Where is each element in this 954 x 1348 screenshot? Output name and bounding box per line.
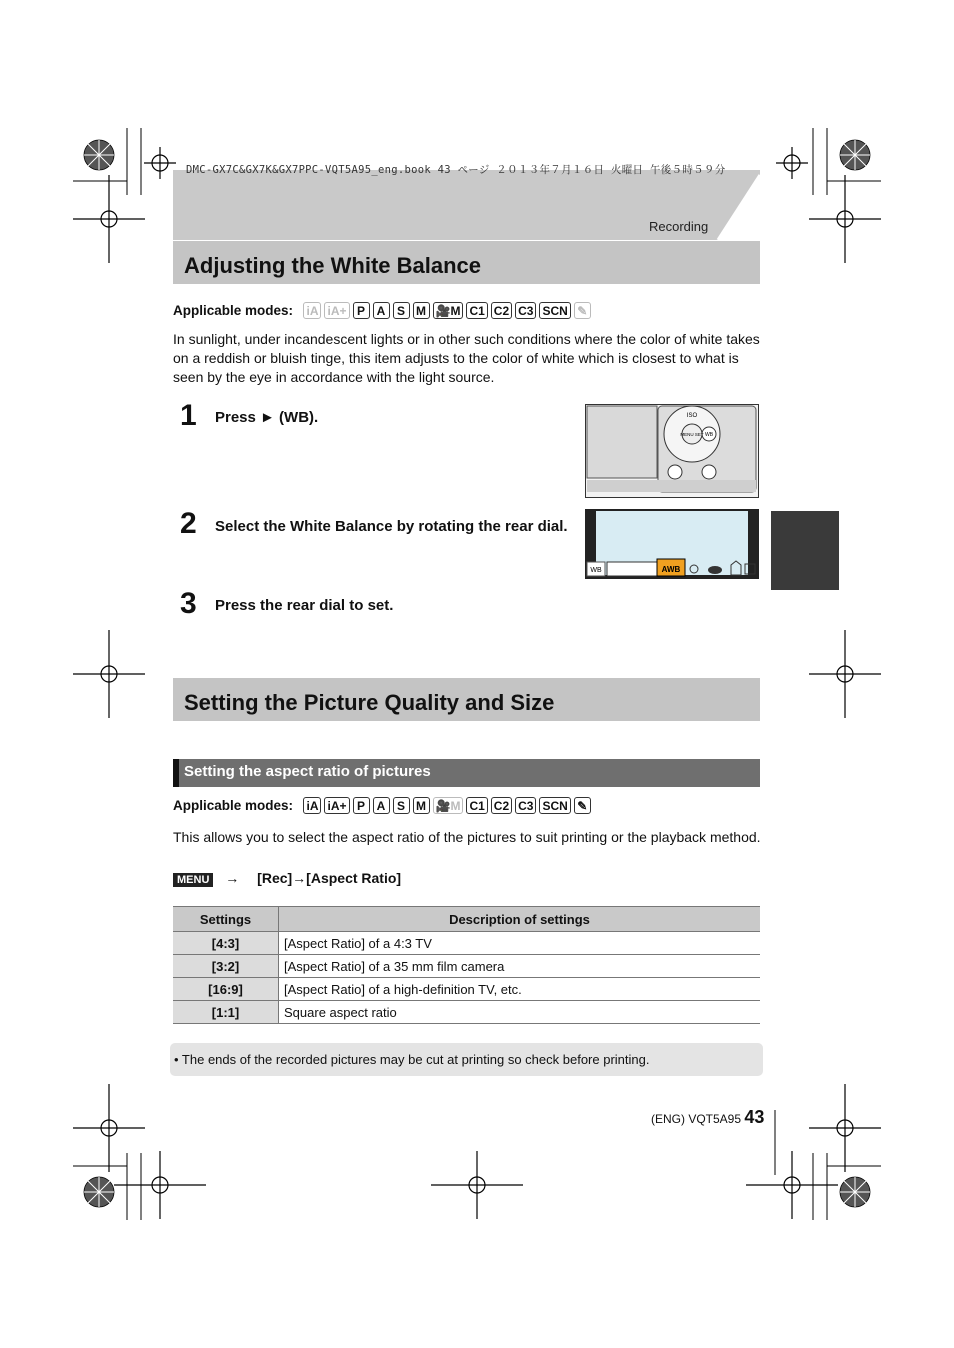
step-text: Select the White Balance by rotating the rear dial. — [215, 518, 568, 535]
wb-intro-text: In sunlight, under incandescent lights or in other such conditions where the color of white takes on a reddish or bluish tinge, this item adjusts to the color of white which is closest to what is seen by the eye in accordance with the light source. — [173, 331, 760, 385]
description-cell: [Aspect Ratio] of a high-definition TV, etc. — [279, 978, 761, 1001]
mode-icon: 🎥M — [433, 302, 464, 319]
aspect-settings-table — [173, 906, 760, 1024]
wb-screen-illustration — [585, 509, 759, 579]
setting-cell: [16:9] — [173, 978, 279, 1001]
mode-icon: C1 — [466, 797, 487, 814]
mode-icon: C1 — [466, 302, 487, 319]
table-row — [173, 1001, 760, 1024]
page-footer — [651, 1107, 764, 1128]
mode-icon: C3 — [515, 797, 536, 814]
footer-code: (ENG) VQT5A95 — [651, 1112, 742, 1126]
subtitle-aspect-ratio: Setting the aspect ratio of pictures — [184, 763, 431, 780]
step-number: 3 — [180, 587, 197, 620]
table-row — [173, 932, 760, 955]
chapter-tab — [771, 511, 839, 590]
camera-back-illustration — [585, 404, 759, 498]
setting-cell: [4:3] — [173, 932, 279, 955]
modes-label: Applicable modes: — [173, 798, 294, 813]
mode-icon: M — [413, 302, 430, 319]
table-header-description: Description of settings — [279, 907, 761, 932]
step-text: Press ► (WB). — [215, 409, 319, 426]
page-number: 43 — [744, 1107, 765, 1127]
table-header-settings: Settings — [173, 907, 279, 932]
applicable-modes-2 — [173, 797, 594, 815]
mode-icon: iA — [303, 302, 321, 319]
print-book-line: DMC-GX7C&GX7K&GX7PPC-VQT5A95_eng.book 43 ページ ２０１３年７月１６日 火曜日 午後５時５９分 — [186, 164, 726, 176]
aspect-intro-text: This allows you to select the aspect ratio of the pictures to suit printing or the playback method. — [173, 829, 761, 845]
iso-label: ISO — [686, 413, 698, 419]
mode-icon: iA — [303, 797, 321, 814]
setting-cell: [1:1] — [173, 1001, 279, 1024]
mode-icon: SCN — [539, 797, 570, 814]
description-cell: Square aspect ratio — [279, 1001, 761, 1024]
menu-tag: MENU — [173, 873, 213, 887]
menu-path — [173, 870, 401, 887]
table-row — [173, 955, 760, 978]
page-title-picture-quality: Setting the Picture Quality and Size — [184, 690, 555, 715]
description-cell: [Aspect Ratio] of a 35 mm film camera — [279, 955, 761, 978]
menu-path-text: [Rec]→[Aspect Ratio] — [257, 870, 402, 886]
step-number: 2 — [180, 507, 197, 540]
wb-button-label: WB — [704, 432, 714, 438]
step-number: 1 — [180, 399, 197, 432]
mode-icon: P — [353, 797, 370, 814]
mode-icon: C2 — [491, 797, 512, 814]
mode-icon: M — [413, 797, 430, 814]
mode-icon: 🎥M — [433, 797, 464, 814]
mode-icon: A — [373, 302, 390, 319]
mode-icon: C3 — [515, 302, 536, 319]
mode-icon: SCN — [539, 302, 570, 319]
mode-icon: S — [393, 797, 410, 814]
mode-icon: A — [373, 797, 390, 814]
modes-label: Applicable modes: — [173, 303, 294, 318]
note-text: • The ends of the recorded pictures may be cut at printing so check before printing. — [174, 1052, 650, 1067]
applicable-modes-1 — [173, 302, 594, 320]
arrow-icon: → — [225, 870, 240, 886]
awb-label: AWB — [661, 565, 681, 574]
mode-icon: ✎ — [574, 797, 591, 814]
mode-icon: P — [353, 302, 370, 319]
setting-cell: [3:2] — [173, 955, 279, 978]
mode-icon: C2 — [491, 302, 512, 319]
mode-icon: S — [393, 302, 410, 319]
section-label: Recording — [649, 219, 709, 234]
wb-tab-label: WB — [590, 567, 602, 574]
table-row — [173, 978, 760, 1001]
step-text: Press the rear dial to set. — [215, 597, 394, 614]
description-cell: [Aspect Ratio] of a 4:3 TV — [279, 932, 761, 955]
mode-icon: ✎ — [574, 302, 591, 319]
page-title-white-balance: Adjusting the White Balance — [184, 253, 482, 278]
mode-icon: iA+ — [324, 797, 349, 814]
menu-set-label: MENU SET — [680, 432, 704, 437]
mode-icon: iA+ — [324, 302, 349, 319]
